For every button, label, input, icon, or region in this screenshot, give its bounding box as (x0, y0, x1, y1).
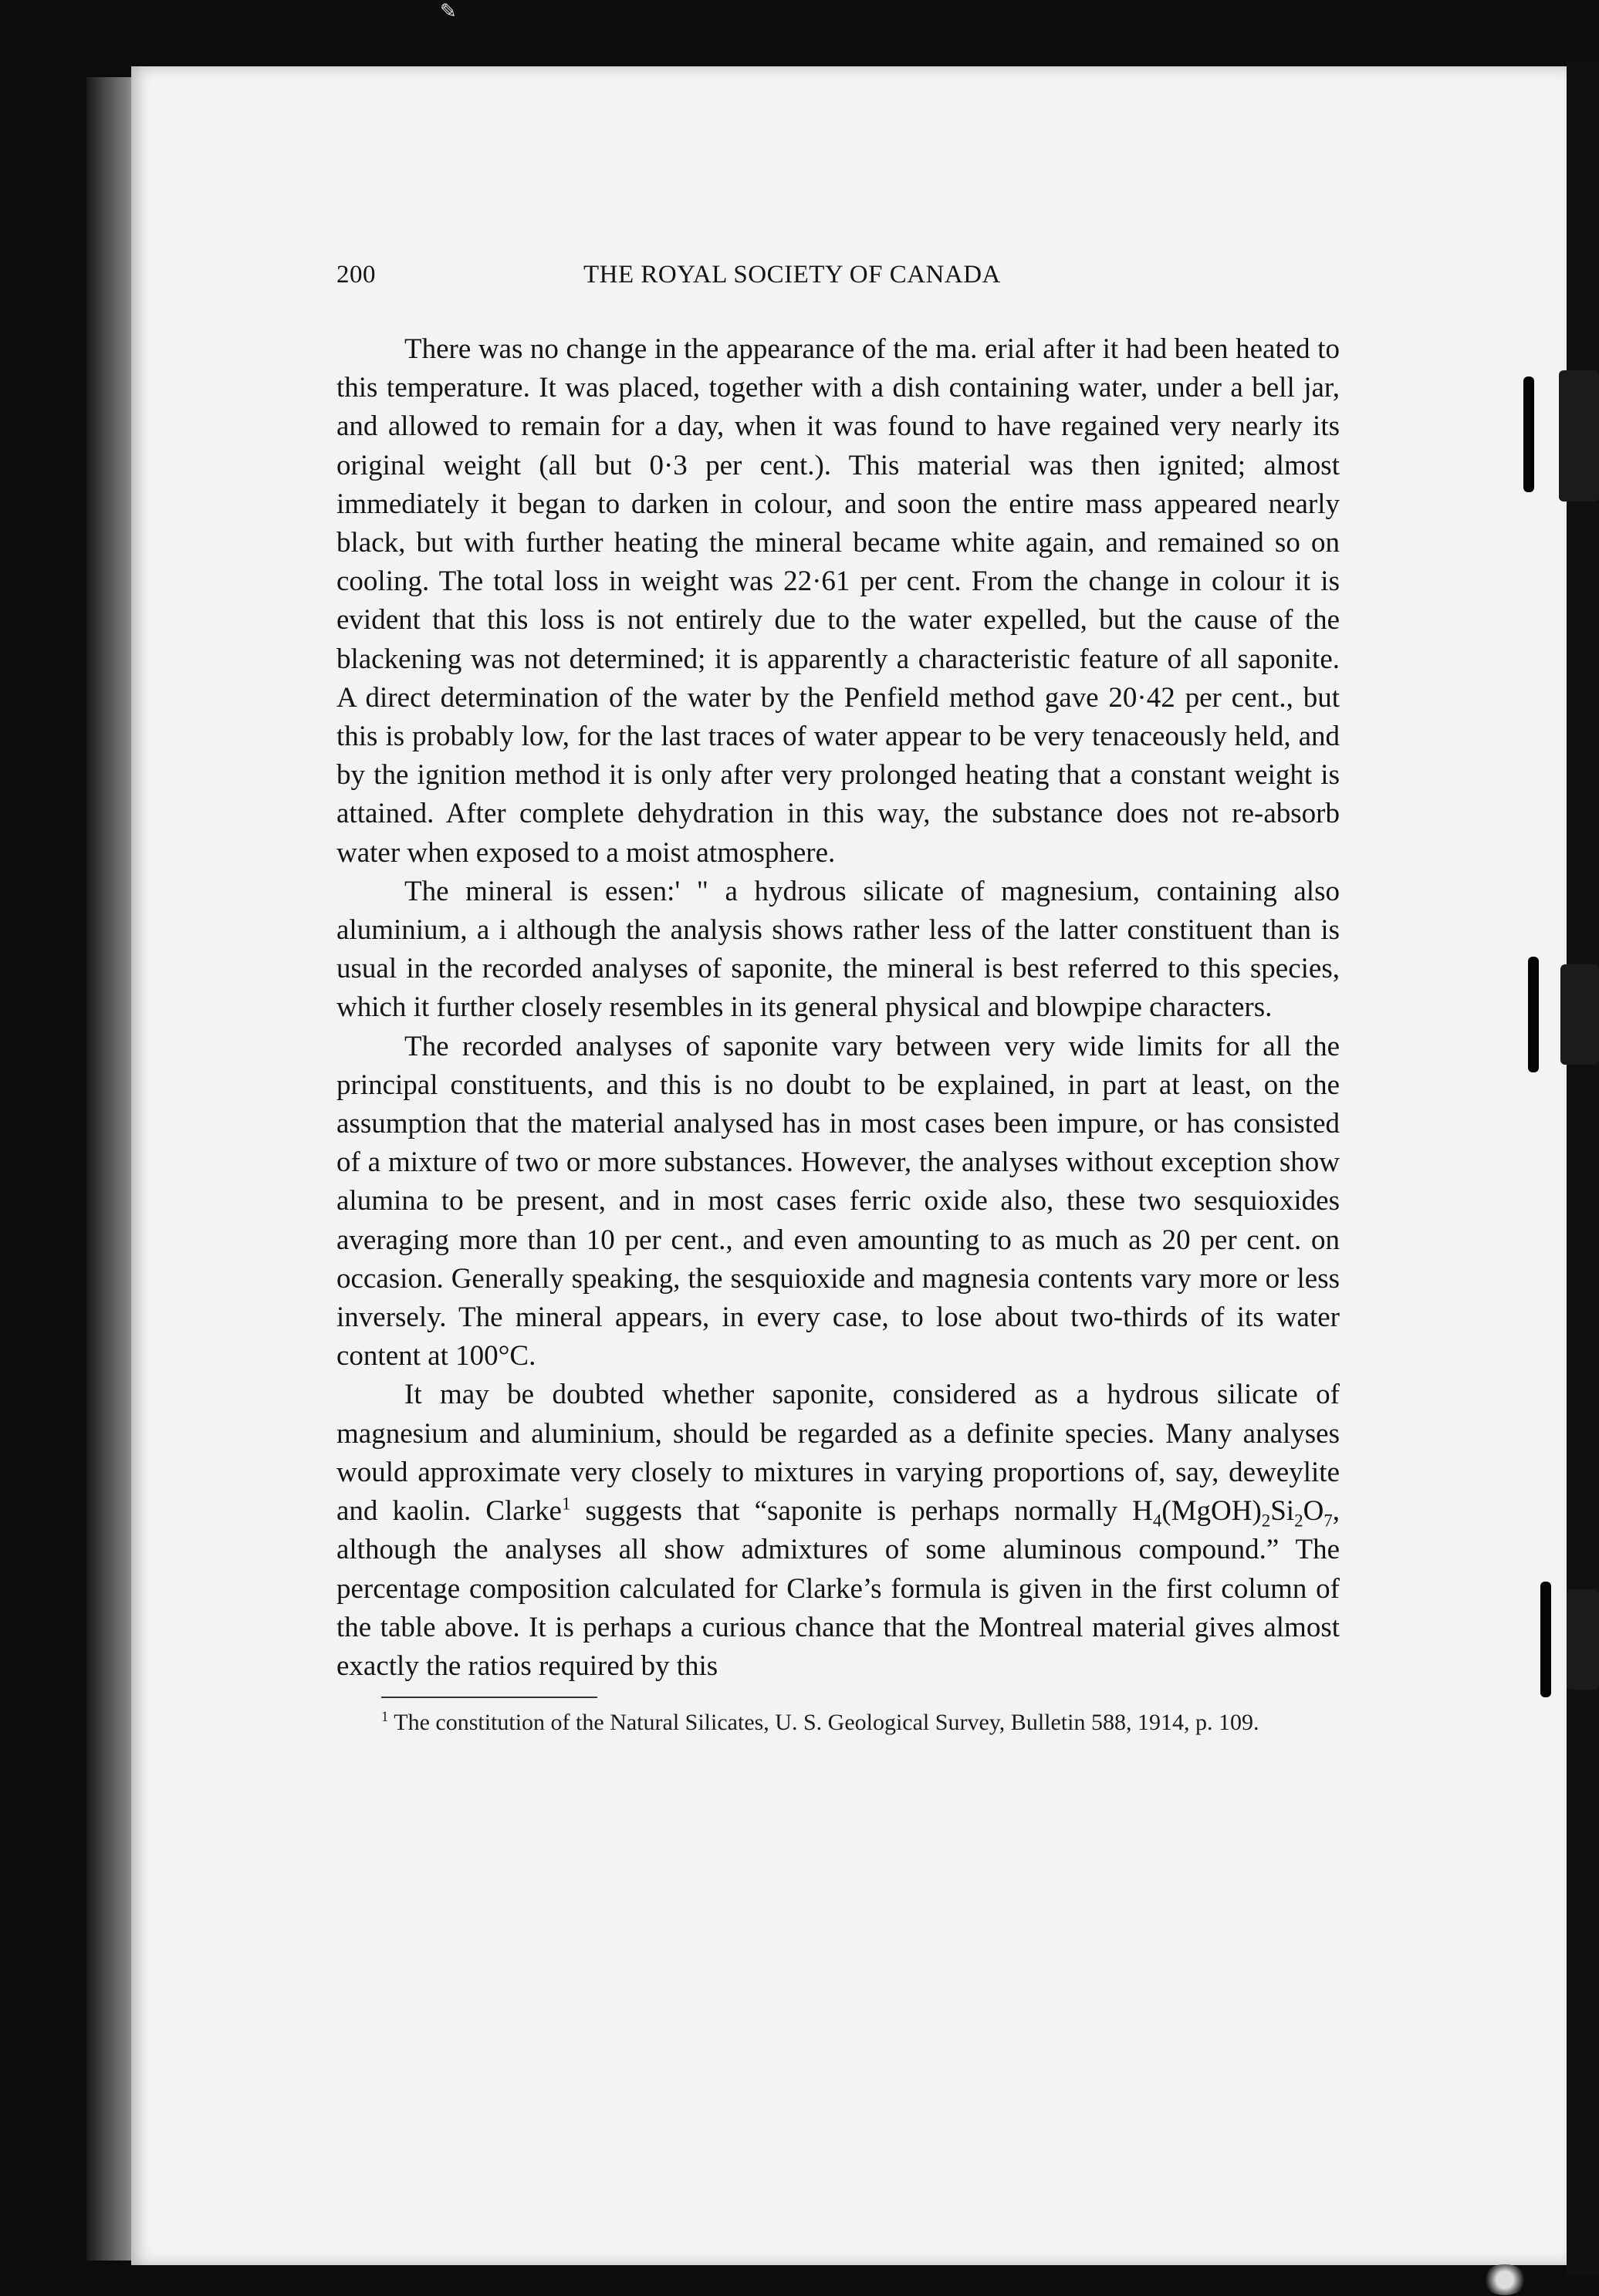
formula-sub-4: 4 (1152, 1511, 1162, 1531)
formula-sub-2b: 2 (1294, 1511, 1303, 1531)
footnote (336, 1706, 1340, 1740)
paragraph-4-text: It may be doubted whether saponite, considered as a hydrous silicate of magnesium and aluminium, should be regarded as a definite species. Many analyses would approximate very closely to mixtures in varying proportions of, say, deweylite and kaolin. Clarke (336, 1379, 1340, 1528)
body-text (336, 330, 1340, 1686)
corner-smudge-icon (1482, 2264, 1528, 2295)
paragraph-2: The mineral is essen:' " a hydrous silicate of magnesium, containing also aluminium, a i although the analysis shows rather less of the latter constituent than is usual in the recorded analyses of saponite, the mineral is best referred to this species, which it further closely resembles in its general physical and blowpipe characters. (336, 875, 1340, 1024)
footnote-mark: 1 (381, 1709, 389, 1726)
page-content (336, 261, 1340, 1740)
page-header (336, 261, 1340, 301)
paragraph-3: The recorded analyses of saponite vary between very wide limits for all the principal constituents, and this is no doubt to be explained, in part at least, on the assumption that the material analysed has in most cases been impure, or has consisted of a mixture of two or more substances. However, the analyses without exception show alumina to be present, and in most cases ferric oxide also, these two sesquioxides averaging more than 10 per cent., and even amounting to as much as 20 per cent. on occasion. Generally speaking, the sesquioxide and magnesia contents vary more or less inversely. The mineral appears, in every case, to lose about two-thirds of its water content at 100°C. (336, 1030, 1340, 1373)
paragraph-4-quote: suggests that “saponite is perhaps normally H (570, 1495, 1153, 1528)
formula-sub-2a: 2 (1261, 1511, 1271, 1531)
formula-part-mgoh: (MgOH) (1161, 1495, 1262, 1528)
running-title: THE ROYAL SOCIETY OF CANADA (583, 261, 1001, 289)
clip-mark-icon: ✎ (440, 0, 457, 23)
page-edge-tab-icon (1523, 376, 1534, 492)
page-edge-tab-icon (1567, 1589, 1599, 1690)
formula-part-o: O (1303, 1495, 1324, 1528)
formula-sub-7: 7 (1323, 1511, 1333, 1531)
footnote-ref-mark: 1 (561, 1494, 571, 1514)
paragraph-4-rest: , although the analyses all show admixtures of some aluminous compound.” The percentage composition calculated for Clarke’s formula is given in the first column of the table above. It is perhaps a curious chance that the Montreal material gives almost exactly the ratios required by this (336, 1495, 1340, 1682)
formula-part-si: Si (1270, 1495, 1295, 1528)
page-number: 200 (336, 261, 376, 289)
page-edge-tab-icon (1540, 1582, 1551, 1697)
page-edge-tab-icon (1528, 957, 1539, 1072)
page-edge-tab-icon (1559, 370, 1599, 501)
paragraph-1: There was no change in the appearance of the ma. erial after it had been heated to this temperature. It was placed, together with a dish containing water, under a bell jar, and allowed to remain for a day, when it was found to have regained very nearly its original weight (all but 0·3 per cent.). This material was then ignited; almost immediately it began to darken in colour, and soon the entire mass appeared nearly black, but with further heating the mineral became white again, and remained so on cooling. The total loss in weight was 22·61 per cent. From the change in colour it is evident that this loss is not entirely due to the water expelled, but the cause of the blackening was not determined; it is apparently a characteristic feature of all saponite. A direct determination of the water by the Penfield method gave 20·42 per cent., but this is probably low, for the last traces of water appear to be very tenaceously held, and by the ignition method it is only after very prolonged heating that a constant weight is attained. After complete dehydration in this way, the substance does not re-absorb water when exposed to a moist atmosphere. (336, 333, 1340, 869)
page-edge-tab-icon (1560, 964, 1599, 1065)
paragraph-4 (336, 1376, 1340, 1686)
footnote-text: The constitution of the Natural Silicates, U. S. Geological Survey, Bulletin 588, 1914, p. 109. (388, 1710, 1259, 1736)
footnote-divider (381, 1697, 597, 1698)
